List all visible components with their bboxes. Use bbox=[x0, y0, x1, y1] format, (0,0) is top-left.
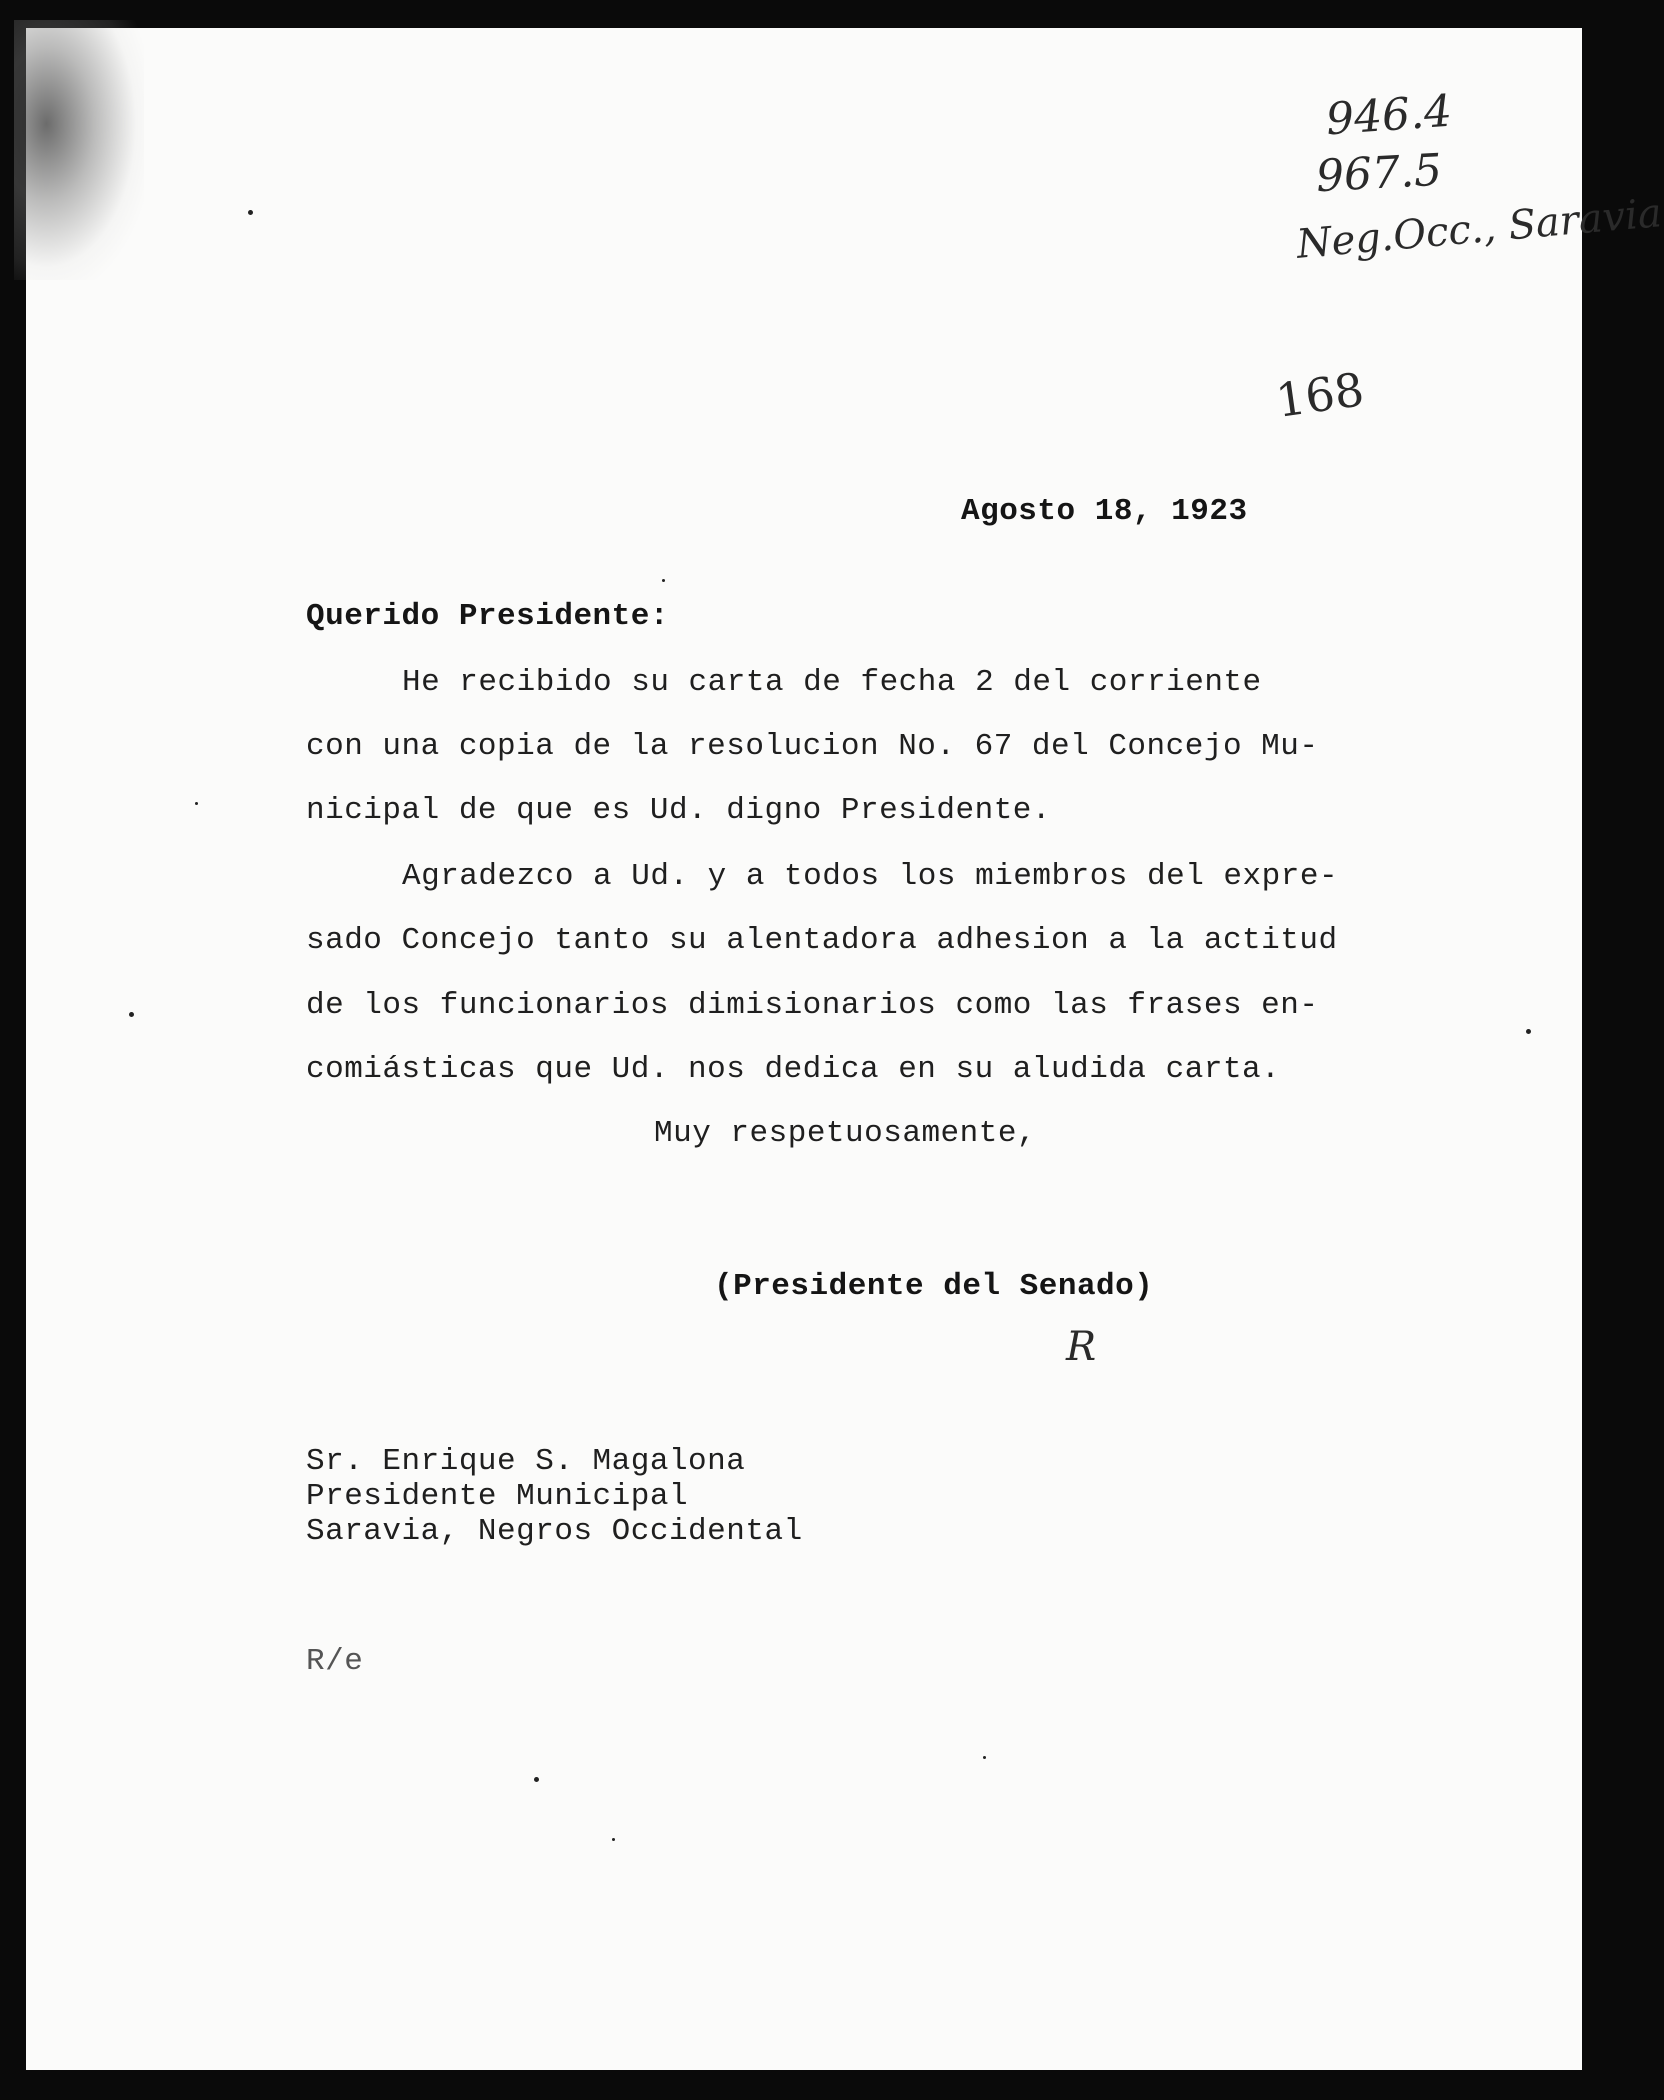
body-line: Agradezco a Ud. y a todos los miembros del expre- bbox=[402, 859, 1339, 894]
speck bbox=[248, 210, 253, 215]
body-line: sado Concejo tanto su alentadora adhesion a la actitud bbox=[306, 923, 1338, 958]
closing: Muy respetuosamente, bbox=[654, 1116, 1037, 1151]
recipient-title: Presidente Municipal bbox=[306, 1479, 689, 1514]
body-line: He recibido su carta de fecha 2 del corriente bbox=[402, 665, 1262, 700]
page-number-mark: 168 bbox=[1272, 362, 1368, 428]
salutation: Querido Presidente: bbox=[306, 599, 669, 634]
speck bbox=[662, 579, 665, 582]
speck bbox=[1526, 1029, 1531, 1034]
signature-title: (Presidente del Senado) bbox=[714, 1269, 1154, 1304]
speck bbox=[129, 1012, 134, 1017]
speck bbox=[195, 802, 198, 805]
body-line: comiásticas que Ud. nos dedica en su aludida carta. bbox=[306, 1052, 1281, 1087]
body-line: de los funcionarios dimisionarios como las frases en- bbox=[306, 988, 1319, 1023]
annotation-line-3: Neg.Occ., Saravia bbox=[1294, 190, 1664, 268]
body-line: nicipal de que es Ud. digno Presidente. bbox=[306, 793, 1052, 828]
document-page bbox=[26, 28, 1664, 2070]
reference-initials: R/e bbox=[306, 1644, 364, 1679]
handwritten-initial: R bbox=[1066, 1324, 1097, 1370]
annotation-line-2: 967.5 bbox=[1314, 144, 1444, 203]
speck bbox=[534, 1777, 539, 1782]
annotation-line-1: 946.4 bbox=[1324, 85, 1454, 146]
body-line: con una copia de la resolucion No. 67 del Concejo Mu- bbox=[306, 729, 1319, 764]
recipient-name: Sr. Enrique S. Magalona bbox=[306, 1444, 746, 1479]
speck bbox=[612, 1838, 615, 1841]
speck bbox=[983, 1756, 986, 1759]
corner-smudge bbox=[14, 20, 144, 280]
recipient-address: Saravia, Negros Occidental bbox=[306, 1514, 803, 1549]
letter-date: Agosto 18, 1923 bbox=[961, 494, 1248, 529]
